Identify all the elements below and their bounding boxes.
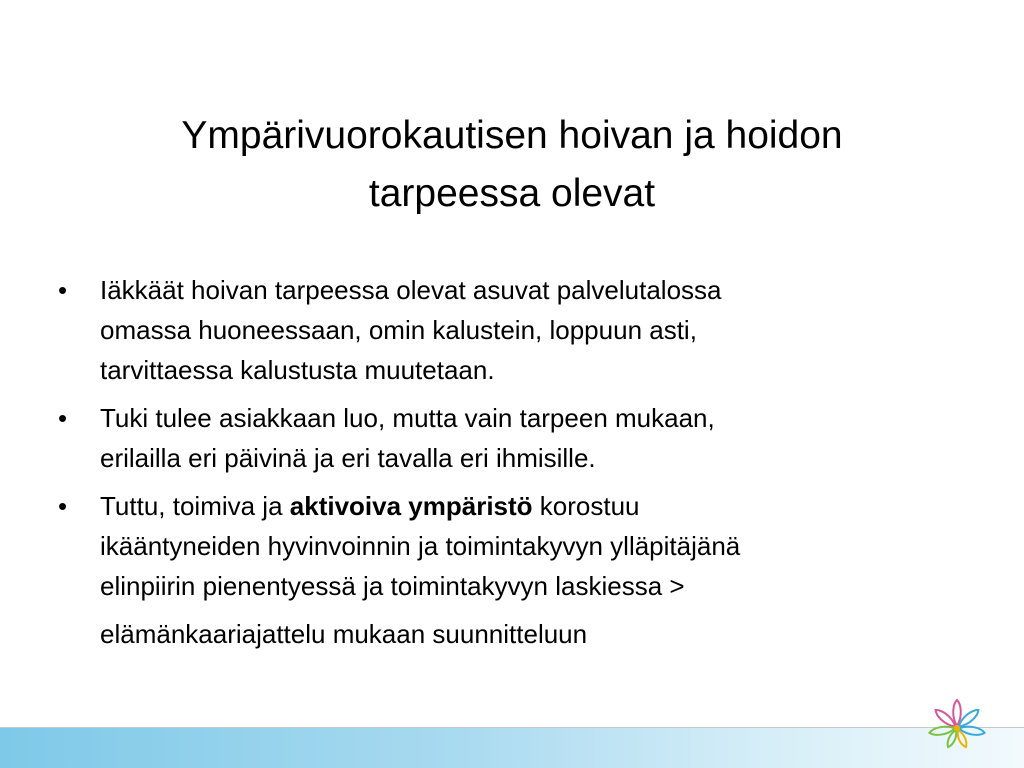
bullet-2-line-1: Tuki tulee asiakkaan luo, mutta vain tarpeen mukaan, (100, 403, 715, 433)
bullet-text (100, 486, 968, 654)
bullet-3-line-2: ikääntyneiden hyvinvoinnin ja toimintakyvyn ylläpitäjänä (100, 531, 741, 561)
bullet-text (100, 398, 968, 478)
bullet-3-line-3: elinpiirin pienentyessä ja toimintakyvyn laskiessa > (100, 571, 685, 601)
bullet-icon: • (58, 403, 68, 433)
bullet-text (100, 270, 968, 390)
bullet-2-line-2: erilailla eri päivinä ja eri tavalla eri ihmisille. (100, 443, 596, 473)
bullet-3-line-1 (100, 486, 968, 526)
footer-gradient-bar (0, 727, 1024, 768)
bullet-3-text-before: Tuttu, toimiva ja (100, 491, 290, 521)
bullet-3-emphasis: aktivoiva ympäristö (289, 491, 533, 521)
bullet-list (58, 270, 968, 662)
flower-logo-icon (924, 696, 990, 758)
bullet-3-line-4: elämänkaariajattelu mukaan suunnitteluun (100, 619, 588, 649)
bullet-icon: • (58, 491, 68, 521)
title-line-1: Ympärivuorokautisen hoivan ja hoidon (181, 114, 843, 157)
title-line-2: tarpeessa olevat (368, 172, 656, 215)
bullet-1-line-1: Iäkkäät hoivan tarpeessa olevat asuvat palvelutalossa (100, 275, 722, 305)
slide-title (112, 107, 912, 223)
bullet-item-2 (58, 398, 968, 478)
bullet-3-text-after: korostuu (532, 491, 640, 521)
bullet-item-1 (58, 270, 968, 390)
bullet-1-line-3: tarvittaessa kalustusta muutetaan. (100, 355, 495, 385)
bullet-item-3 (58, 486, 968, 654)
bullet-1-line-2: omassa huoneessaan, omin kalustein, loppuun asti, (100, 315, 697, 345)
bullet-icon: • (58, 275, 68, 305)
